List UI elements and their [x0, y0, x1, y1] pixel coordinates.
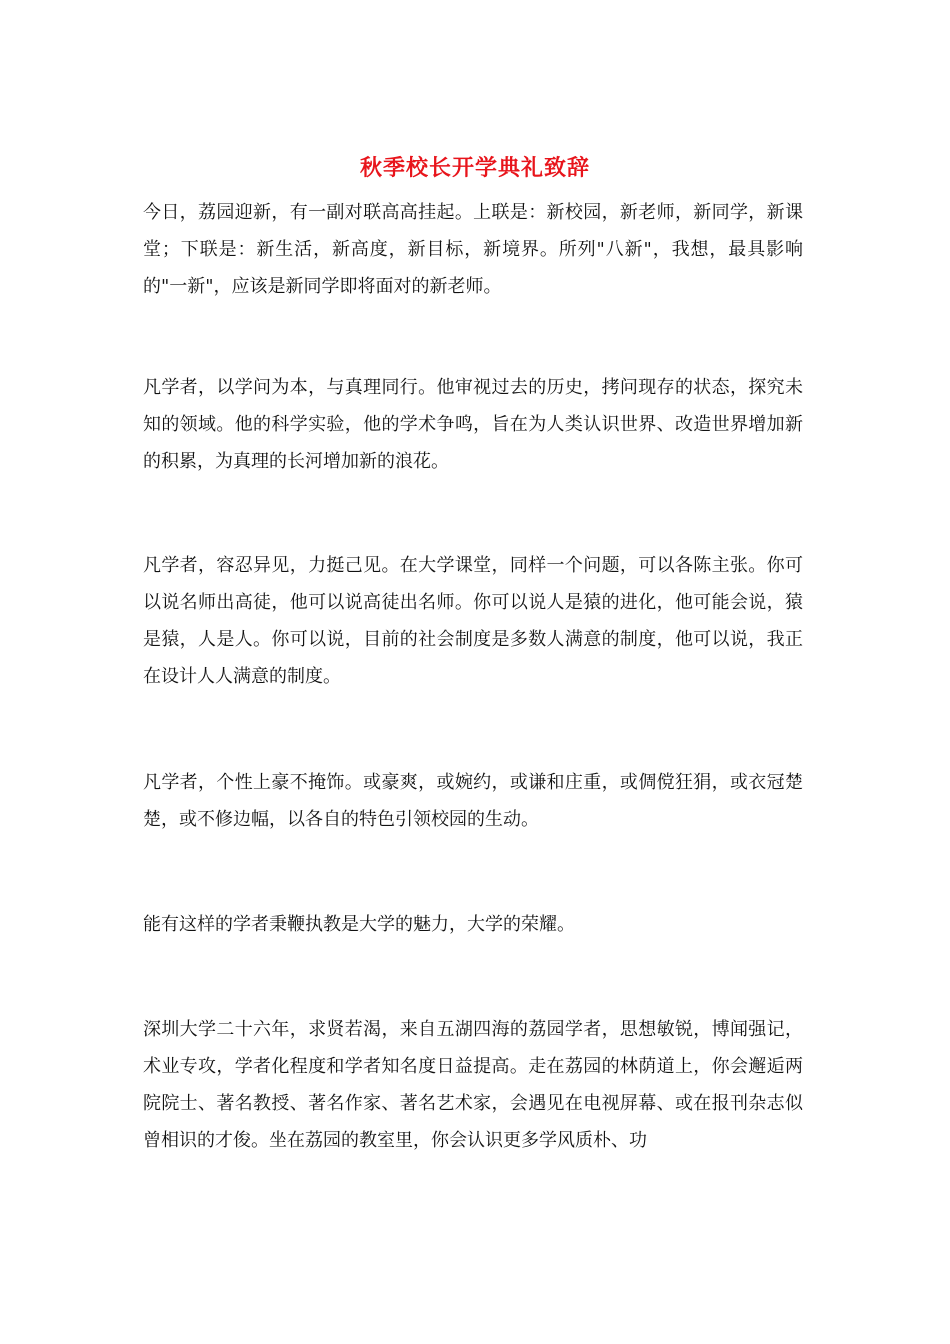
paragraph-5: 能有这样的学者秉鞭执教是大学的魅力，大学的荣耀。: [143, 914, 575, 935]
paragraph-4: 凡学者，个性上豪不掩饰。或豪爽，或婉约，或谦和庄重，或倜傥狂狷，或衣冠楚楚，或不修边幅，以各自的特色引领校园的生动。: [143, 772, 803, 830]
paragraph-2: 凡学者，以学问为本，与真理同行。他审视过去的历史，拷问现存的状态，探究未知的领域。他的科学实验，他的学术争鸣，旨在为人类认识世界、改造世界增加新的积累，为真理的长河增加新的浪花。: [143, 377, 803, 472]
paragraph-6: 深圳大学二十六年，求贤若渴，来自五湖四海的荔园学者，思想敏锐，博闻强记，术业专攻，学者化程度和学者知名度日益提高。走在荔园的林荫道上，你会邂逅两院院士、著名教授、著名作家、著名艺术家，会遇见在电视屏幕、或在报刊杂志似曾相识的才俊。坐在荔园的教室里，你会认识更多学风质朴、功: [143, 1019, 803, 1151]
paragraph-1: 今日，荔园迎新，有一副对联高高挂起。上联是：新校园，新老师，新同学，新课堂；下联是：新生活，新高度，新目标，新境界。所列"八新"，我想，最具影响的"一新"，应该是新同学即将面对的新老师。: [143, 202, 803, 297]
document-title: 秋季校长开学典礼致辞: [359, 155, 590, 181]
paragraph-3: 凡学者，容忍异见，力挺己见。在大学课堂，同样一个问题，可以各陈主张。你可以说名师出高徒，他可以说高徒出名师。你可以说人是猿的进化，他可能会说，猿是猿，人是人。你可以说，目前的社会制度是多数人满意的制度，他可以说，我正在设计人人满意的制度。: [143, 555, 803, 687]
